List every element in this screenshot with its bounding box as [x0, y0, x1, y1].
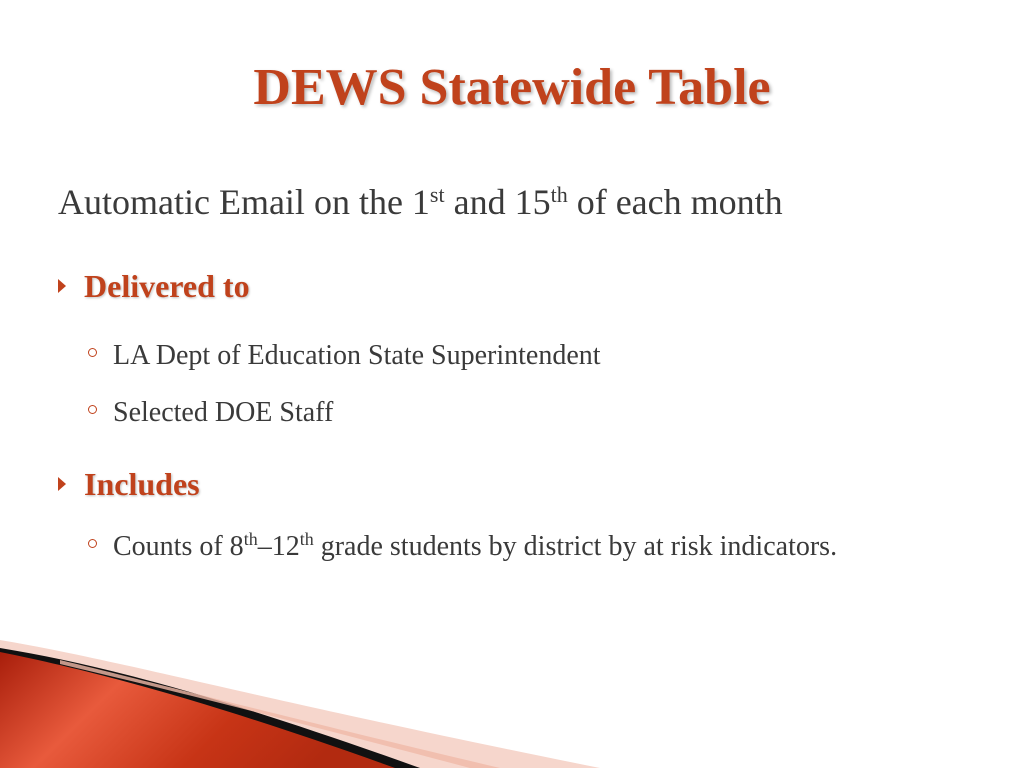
- section-heading-label: Includes: [84, 466, 200, 502]
- slide-title: DEWS Statewide Table: [253, 59, 771, 116]
- section-heading-label: Delivered to: [84, 268, 250, 304]
- rich-sup2: th: [299, 529, 314, 549]
- rich-part2: –12: [257, 531, 300, 562]
- rich-part3: grade students by district by at risk indicators.: [313, 531, 838, 562]
- list-item-text: LA Dept of Education State Superintendent: [113, 340, 601, 371]
- intro-part2: and 15: [444, 182, 551, 222]
- list-item-text: Selected DOE Staff: [113, 397, 334, 428]
- intro-sup2: th: [550, 182, 568, 207]
- rich-sup1: th: [243, 529, 258, 549]
- intro-part1: Automatic Email on the 1: [58, 182, 430, 222]
- intro-part3: of each month: [567, 182, 783, 222]
- rich-part1: Counts of 8: [113, 531, 244, 562]
- swoosh-red-band: [0, 652, 395, 768]
- intro-sup1: st: [429, 182, 445, 207]
